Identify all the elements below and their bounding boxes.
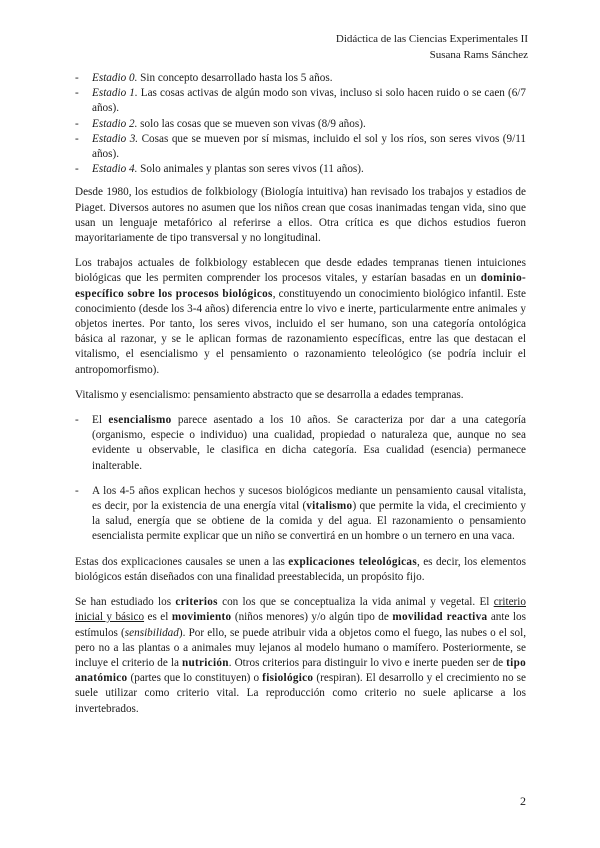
- paragraph-folkbiology-intro: Desde 1980, los estudios de folkbiology (Biología intuitiva) han revisado los trabajos y estadios de Piaget. Diversos autores no asumen que los niños crean que cosas inanimadas tengan vida, sino que usan un lenguaje metafórico al referirse a ellos. Otra crítica es que dichos estudios fueron mayoritariamente de tipo transversal y no longitudinal.: [75, 186, 526, 245]
- list-item: [75, 162, 526, 177]
- list-dash: -: [75, 87, 79, 100]
- bold-term: movimiento: [171, 611, 232, 624]
- text-run: El: [92, 414, 109, 427]
- bold-term: fisiológico: [262, 672, 314, 685]
- paragraph-vitalism-essentialism: Vitalismo y esencialismo: pensamiento abstracto que se desarrolla a edades tempranas.: [75, 388, 464, 401]
- text-run: parece asentado a los 10 años. Se caracteriza por dar a una categoría (organismo, especie o individuo) una cualidad, propiedad o naturaleza que, aunque no sea evidente u observable, le clasifica en dicha categoría. Esa cualidad (esencia) permanece inalterable.: [92, 414, 526, 472]
- header-course-title: Didáctica de las Ciencias Experimentales II: [335, 33, 528, 45]
- stage-name: Estadio 4.: [92, 163, 138, 176]
- stage-name: Estadio 2.: [92, 117, 138, 130]
- list-dash: -: [75, 484, 79, 497]
- bold-term: nutrición: [181, 656, 229, 669]
- list-dash: -: [75, 132, 79, 145]
- list-item: [75, 71, 526, 86]
- underlined-term: criterio inicial y básico: [75, 596, 526, 624]
- text-run: ). Por ello, se puede atribuir vida a objetos como el fuego, las nubes o el sol, pero no a las plantas o a animales muy lejanos al modelo humano o mamífero. Posteriormente, se incluye el criterio de la: [75, 626, 526, 669]
- page-body: [75, 71, 526, 727]
- list-dash: -: [75, 163, 79, 176]
- piaget-stages-list: [75, 71, 526, 177]
- text-run: (respiran). El desarrollo y el crecimiento no se suele utilizar como criterio vital. La reproducción como criterio no suele aplicarse a los invertebrados.: [75, 672, 526, 715]
- bold-term: dominio-específico sobre los procesos biológicos: [75, 272, 526, 300]
- bold-term: esencialismo: [108, 414, 172, 427]
- bold-term: movilidad reactiva: [392, 611, 488, 624]
- text-run: , es decir, los elementos biológicos están diseñados con una finalidad preestablecida, un propósito fijo.: [75, 555, 526, 583]
- list-item: [75, 86, 526, 116]
- bold-term: explicaciones teleológicas: [288, 555, 417, 568]
- text-run: es el: [144, 611, 172, 624]
- stage-text: Las cosas activas de algún modo son vivas, incluso si solo hacen ruido o se caen (6/7 años).: [92, 87, 526, 115]
- text-run: con los que se conceptualiza la vida animal y vegetal. El: [217, 596, 494, 609]
- stage-name: Estadio 3.: [92, 132, 139, 145]
- stage-name: Estadio 0.: [92, 72, 138, 84]
- bold-term: criterios: [175, 596, 218, 609]
- text-run: Los trabajos actuales de folkbiology establecen que desde edades tempranas tienen intuiciones biológicas que les permiten comprender los procesos vitales, y estarían basadas en un: [75, 257, 526, 285]
- paragraph-folkbiology-current: [75, 256, 526, 378]
- stage-text: solo las cosas que se mueven son vivas (8/9 años).: [137, 117, 366, 130]
- reasoning-list: [75, 413, 526, 545]
- text-run: Se han estudiado los: [75, 596, 176, 609]
- list-dash: -: [75, 414, 79, 427]
- page-number: 2: [520, 794, 526, 808]
- list-dash: -: [75, 117, 79, 130]
- text-run: . Otros criterios para distinguir lo vivo e inerte pueden ser de: [228, 656, 507, 669]
- header-author: Susana Rams Sánchez: [429, 49, 528, 61]
- paragraph-life-criteria: [75, 595, 526, 717]
- stage-text: Cosas que se mueven por sí mismas, incluido el sol y los ríos, son seres vivos (9/11 años).: [92, 132, 527, 161]
- list-item: [75, 132, 526, 162]
- text-run: (niños menores) y/o algún tipo de: [231, 611, 393, 624]
- text-run: , constituyendo un conocimiento biológico infantil. Este conocimiento (desde los 3-4 años) diferencia entre lo vivo e inerte, particularmente entre animales y objetos inertes. Por tanto, los seres vivos, incluido el ser humano, son una categoría ontológica básica al razonar, y se le aplican formas de razonamiento específicas, entre las que destacan el vitalismo, el esencialismo y el pensamiento o razonamiento teleológico (se podría incluir el antropomorfismo).: [75, 287, 526, 376]
- text-run: A los 4-5 años explican hechos y sucesos biológicos mediante un pensamiento causal vitalista, es decir, por la existencia de una energía vital (: [92, 484, 526, 513]
- list-item-essentialism: [75, 413, 526, 474]
- text-run: ante los estímulos (: [75, 611, 526, 639]
- list-item: [75, 117, 526, 132]
- page-header: [336, 31, 528, 63]
- text-run: ) que permite la vida, el crecimiento y la salud, energía que se obtiene de la comida y del agua. El razonamiento o pensamiento esencialista permite explicar que un niño se convertirá en un hombre o un ternero en una vaca.: [92, 500, 527, 543]
- italic-term: sensibilidad: [124, 626, 179, 639]
- text-run: Estas dos explicaciones causales se unen a las: [75, 555, 289, 568]
- bold-term: tipo anatómico: [75, 656, 527, 685]
- list-dash: -: [75, 72, 79, 84]
- stage-text: Solo animales y plantas son seres vivos (11 años).: [137, 163, 364, 176]
- bold-term: vitalismo: [306, 500, 353, 513]
- stage-text: Sin concepto desarrollado hasta los 5 años.: [137, 72, 333, 84]
- text-run: (partes que lo constituyen) o: [127, 672, 263, 685]
- list-item-vitalism: [75, 484, 526, 545]
- paragraph-teleological: [75, 555, 526, 585]
- stage-name: Estadio 1.: [92, 87, 138, 100]
